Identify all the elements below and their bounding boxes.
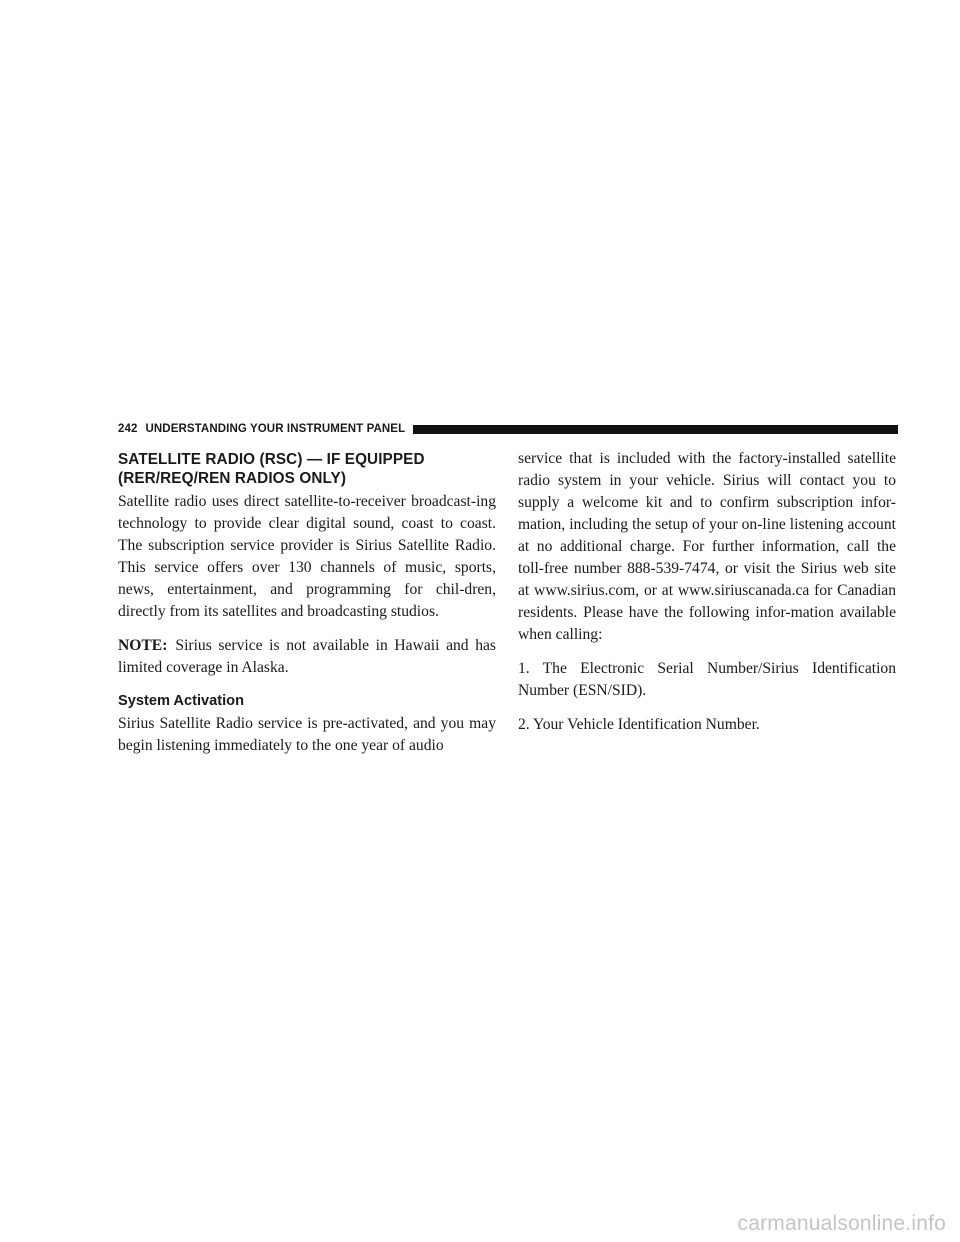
- list-item-1: 1. The Electronic Serial Number/Sirius Identification Number (ESN/SID).: [518, 660, 896, 699]
- note-text: Sirius service is not available in Hawaii and has limited coverage in Alaska.: [118, 637, 496, 676]
- continuation-paragraph: service that is included with the factory-installed satellite radio system in your vehicle. Sirius will contact you to supply a welcome kit and to confirm subscription infor-mation, including the setup of your on-line listening account at no additional charge. For further information, call the toll-free number 888-539-7474, or visit the Sirius web site at www.sirius.com, or at www.siriuscanada.ca for Canadian residents. Please have the following infor-mation available when calling:: [518, 450, 896, 643]
- subheading-system-activation: System Activation: [118, 693, 244, 709]
- note-paragraph: [118, 635, 496, 679]
- section-heading-line-2: (RER/REQ/REN RADIOS ONLY): [118, 470, 347, 487]
- note-label: NOTE:: [118, 637, 168, 654]
- intro-paragraph: Satellite radio uses direct satellite-to-receiver broadcast-ing technology to provide clear digital sound, coast to coast. The subscription service provider is Sirius Satellite Radio. This service offers over 130 channels of music, sports, news, entertainment, and programming for chil-dren, directly from its satellites and broadcasting studios.: [118, 493, 496, 620]
- header-rule: [413, 425, 898, 434]
- right-column: [518, 448, 896, 748]
- page-number: 242: [118, 423, 138, 435]
- left-column: [118, 450, 496, 769]
- list-item-2: 2. Your Vehicle Identification Number.: [518, 716, 760, 733]
- watermark-text: carmanualsonline.info: [737, 1212, 946, 1235]
- section-heading-line-1: SATELLITE RADIO (RSC) — IF EQUIPPED: [118, 451, 425, 468]
- section-heading: [118, 450, 496, 488]
- running-header: [118, 422, 898, 436]
- chapter-title: UNDERSTANDING YOUR INSTRUMENT PANEL: [145, 423, 406, 435]
- activation-paragraph: Sirius Satellite Radio service is pre-activated, and you may begin listening immediately to the one year of audio: [118, 715, 496, 754]
